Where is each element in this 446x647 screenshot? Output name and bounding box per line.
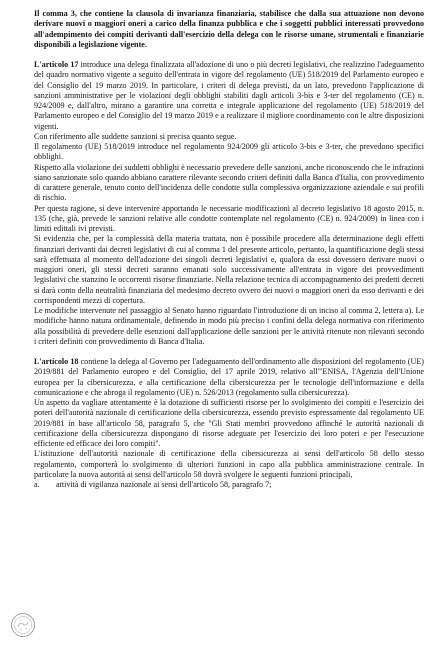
article-17-section [34, 60, 424, 347]
article-18-paragraph-3: L'istituzione dell'autorità nazionale di certificazione della cibersicurezza ai sensi dell'articolo 58 dello stesso regolamento, comporterà lo svolgimento di ulteriori funzioni in capo alla pubblica amministrazione centrale. In particolare la nuova autorità ai sensi dell'articolo 58 dovrà svolgere le seguenti funzioni principali, [34, 449, 424, 479]
intro-paragraph: Il comma 3, che contiene la clausola di invarianza finanziaria, stabilisce che dalla sua attuazione non devono derivare nuovi o maggiori oneri a carico della finanza pubblica e che i soggetti pubblici interessati provvedono all'adempimento dei compiti derivanti dall'esercizio della delega con le risorse umane, strumentali e finanziarie disponibili a legislazione vigente. [34, 9, 424, 49]
article-17-paragraph-4: Rispetto alla violazione dei suddetti obblighi è necessario prevedere delle sanzioni, anche riconoscendo che le infrazioni siano sanzionate solo quando abbiano carattere rilevante secondo criteri definiti dalla Banca d'Italia, con provvedimento di carattere generale, tenuto conto dell'incidenza delle condotte sulla complessiva organizzazione aziendale e sui profili di rischio. [34, 162, 424, 203]
article-18-heading: L'articolo 18 [34, 357, 79, 366]
article-18-paragraph-1-text: contiene la delega al Governo per l'adeguamento dell'ordinamento alle disposizioni del regolamento (UE) 2019/881 del Parlamento europeo e del Consiglio, del 17 aprile 2019, relativo all'"ENISA, l'Agenzia dell'Unione europea per la cibersicurezza, e alla certificazione della cibersicurezza per le tecnologie dell'informazione e della comunicazione e che abroga il regolamento (UE) n. 526/2013 (regolamento sulla cibersicurezza). [34, 357, 424, 397]
article-18-paragraph-1 [34, 357, 424, 398]
article-17-paragraph-7: Le modifiche intervenute nel passaggio al Senato hanno riguardato l'introduzione di un inciso al comma 2, lettera a). Le modifiche hanno natura ordinamentale, definendo in modo più preciso i confini della delega normativa con riferimento alla possibilità di prevedere delle esenzioni dall'applicazione delle sanzioni per le attività ritenute non rilevanti secondo i criteri definiti con provvedimento di Banca d'Italia. [34, 306, 424, 346]
list-item-text: attività di vigilanza nazionale ai sensi dell'articolo 58, paragrafo 7; [56, 480, 272, 489]
article-17-paragraph-5: Per questa ragione, si deve intervenire apportando le necessarie modificazioni al decreto legislativo 18 agosto 2015, n. 135 (che, già, prevede le sanzioni relative alle condotte contemplate nel regolamento (CE) n. 924/2009) in linea con i limiti edittali ivi previsti. [34, 203, 424, 233]
article-17-paragraph-1-text: introduce una delega finalizzata all'adozione di uno o più decreti legislativi, che realizzino l'adeguamento del quadro normativo vigente a seguito dell'entrata in vigore del regolamento (UE) 518/2019 del Parlamento europeo e del Consiglio del 19 marzo 2019. In particolare, i criteri di delega previsti, da un lato, prevedono l'applicazione di sanzioni amministrative per le violazioni degli obblighi stabiliti dagli articoli 3-bis e 3-ter del regolamento (CE) n. 924/2009 e, dall'altro, mirano a garantire una corretta e integrale applicazione del regolamento (UE) 518/2019 del Parlamento europeo e del Consiglio del 19 marzo 2019 e a realizzare il migliore coordinamento con le altre disposizioni vigenti. [34, 60, 424, 131]
stamp-icon [10, 612, 36, 638]
list-item [34, 480, 424, 490]
article-17-heading: L'articolo 17 [34, 60, 79, 69]
article-17-paragraph-1 [34, 60, 424, 132]
paragraph-gap [34, 347, 424, 357]
document-page [34, 9, 424, 490]
article-18-paragraph-2: Un aspetto da vagliare attentamente è la dotazione di sufficienti risorse per lo svolgimento dei compiti e l'esercizio dei poteri dell'autorità nazionale di certificazione della cibersicurezza, essendo previsto espressamente dal regolamento UE 2019/881 in base all'articolo 58, paragrafo 5, che "Gli Stati membri provvedono affinché le autorità nazionali di certificazione della cibersicurezza dispongano di risorse adeguate per l'esercizio dei loro poteri e per l'esecuzione efficiente ed efficace dei loro compiti". [34, 398, 424, 448]
paragraph-gap [34, 50, 424, 60]
article-17-paragraph-2: Con riferimento alle suddette sanzioni si precisa quanto segue. [34, 131, 237, 141]
list-item-marker: a. [34, 480, 40, 489]
article-17-paragraph-6: Si evidenzia che, per la complessità della materia trattata, non è possibile procedere alla determinazione degli effetti finanziari derivanti dai decreti legislativi di cui al comma 1 del presente articolo, pertanto, la quantificazione degli stessi sarà effettuata al momento dell'adozione dei singoli decreti legislativi e, qualora da essi dovessero derivare nuovi o maggiori oneri, gli stessi decreti saranno emanati solo successivamente all'entrata in vigore dei provvedimenti legislativi che stanzino le occorrenti risorse finanziarie. Nella relazione tecnica di accompagnamento dei predetti decreti si darà conto della neutralità finanziaria del medesimo decreto ovvero dei nuovi o maggiori oneri da esso derivanti e dei corrispondenti mezzi di copertura. [34, 234, 424, 305]
article-17-paragraph-3: Il regolamento (UE) 518/2019 introduce nel regolamento 924/2009 gli articolo 3-bis e 3-ter, che prevedono specifici obblighi. [34, 142, 424, 162]
article-18-section [34, 357, 424, 490]
